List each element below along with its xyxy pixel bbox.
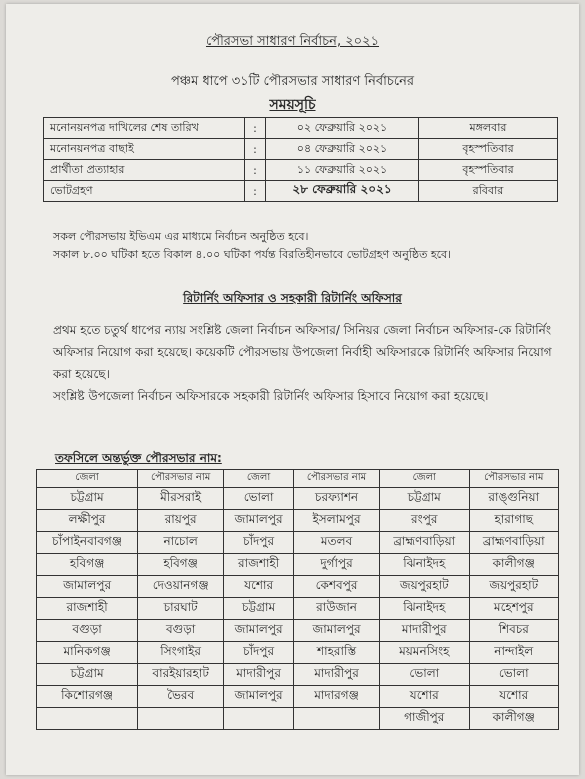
schedule-day: মঙ্গলবার — [419, 118, 558, 139]
list-heading: তফসিলে অন্তর্ভুক্ত পৌরসভার নাম: — [55, 451, 222, 465]
district-cell: মাদারীপুর — [380, 620, 469, 642]
municipality-cell: ব্রাহ্মণবাড়িয়া — [469, 532, 559, 554]
municipality-cell: নান্দাইল — [469, 642, 559, 664]
municipality-cell: নাচোল — [138, 532, 224, 554]
municipality-cell: কালীগঞ্জ — [469, 708, 559, 730]
column-header-municipality: পৌরসভার নাম — [138, 470, 224, 488]
officer-heading: রিটার্নিং অফিসার ও সহকারী রিটার্নিং অফিসার — [183, 291, 402, 305]
municipality-cell: হারাগাছ — [469, 510, 559, 532]
municipality-table-body — [37, 488, 559, 730]
column-header-municipality: পৌরসভার নাম — [294, 470, 380, 488]
district-cell: ময়মনসিংহ — [380, 642, 469, 664]
district-cell: চাঁদপুর — [224, 642, 294, 664]
schedule-row — [44, 181, 558, 202]
schedule-date: ২৮ ফেব্রুয়ারি ২০২১ — [266, 181, 419, 202]
district-cell: জামালপুর — [224, 620, 294, 642]
document-subtitle: পঞ্চম ধাপে ৩১টি পৌরসভার সাধারণ নির্বাচনের — [170, 74, 415, 89]
municipality-cell: মতলব — [294, 532, 380, 554]
table-row — [37, 664, 559, 686]
municipality-cell: শিবচর — [469, 620, 559, 642]
district-cell: ভোলা — [380, 664, 469, 686]
municipality-cell: বারইয়ারহাট — [138, 664, 224, 686]
district-cell: হবিগঞ্জ — [37, 554, 138, 576]
column-header-district: জেলা — [224, 470, 294, 488]
officer-paragraphs — [53, 319, 553, 407]
table-row — [37, 686, 559, 708]
note-voting-hours: সকাল ৮.০০ ঘটিকা হতে বিকাল ৪.০০ ঘটিকা পর্যন্ত বিরতিহীনভাবে ভোটগ্রহণ অনুষ্ঠিত হবে। — [53, 248, 452, 261]
district-cell: চাঁদপুর — [224, 532, 294, 554]
schedule-date: ০৪ ফেব্রুয়ারি ২০২১ — [266, 139, 419, 160]
district-cell: চট্টগ্রাম — [37, 488, 138, 510]
municipality-cell: সিংগাইর — [138, 642, 224, 664]
district-cell: রাজশাহী — [224, 554, 294, 576]
schedule-date: ১১ ফেব্রুয়ারি ২০২১ — [266, 160, 419, 181]
municipality-cell: বগুড়া — [138, 620, 224, 642]
municipality-cell: মাদারীপুর — [294, 664, 380, 686]
district-cell: মাদারীপুর — [224, 664, 294, 686]
district-cell: জয়পুরহাট — [380, 576, 469, 598]
schedule-heading: সময়সূচি — [269, 97, 316, 113]
schedule-day: রবিবার — [419, 181, 558, 202]
schedule-date: ০২ ফেব্রুয়ারি ২০২১ — [266, 118, 419, 139]
paragraph-returning-officer: প্রথম হতে চতুর্থ ধাপের ন্যায় সংশ্লিষ্ট জেলা নির্বাচন অফিসার/ সিনিয়র জেলা নির্বাচন অফিসার-কে রিটার্নিং অফিসার নিয়োগ করা হয়েছে। কয়েকটি পৌরসভায় উপজেলা নির্বাহী অফিসারকে রিটার্নিং অফিসার নিয়োগ করা হয়েছে। — [53, 323, 552, 381]
district-cell: জামালপুর — [224, 510, 294, 532]
municipality-cell: মাদারগঞ্জ — [294, 686, 380, 708]
schedule-event: ভোটগ্রহণ — [44, 181, 245, 202]
district-cell: জামালপুর — [37, 576, 138, 598]
schedule-separator: : — [245, 160, 266, 181]
municipality-cell: চারঘাট — [138, 598, 224, 620]
municipality-cell: ইসলামপুর — [294, 510, 380, 532]
district-cell: মানিকগঞ্জ — [37, 642, 138, 664]
district-cell: ঝিনাইদহ — [380, 554, 469, 576]
schedule-separator: : — [245, 139, 266, 160]
schedule-row — [44, 139, 558, 160]
municipality-cell: চরফ্যাশন — [294, 488, 380, 510]
table-row — [37, 554, 559, 576]
district-cell: যশোর — [224, 576, 294, 598]
district-cell: ভোলা — [224, 488, 294, 510]
municipality-cell — [294, 708, 380, 730]
municipality-cell: মীরসরাই — [138, 488, 224, 510]
document-page — [6, 4, 579, 775]
table-header-row — [37, 470, 559, 488]
district-cell: লক্ষীপুর — [37, 510, 138, 532]
schedule-separator: : — [245, 181, 266, 202]
district-cell: গাজীপুর — [380, 708, 469, 730]
municipality-cell: ভোলা — [469, 664, 559, 686]
table-row — [37, 532, 559, 554]
district-cell: চাঁপাইনবাবগঞ্জ — [37, 532, 138, 554]
column-header-district: জেলা — [37, 470, 138, 488]
column-header-district: জেলা — [380, 470, 469, 488]
municipality-cell: দেওয়ানগঞ্জ — [138, 576, 224, 598]
district-cell: রাজশাহী — [37, 598, 138, 620]
municipality-cell: রাউজান — [294, 598, 380, 620]
district-cell: কিশোরগঞ্জ — [37, 686, 138, 708]
notes-block — [53, 228, 451, 264]
district-cell: চট্টগ্রাম — [224, 598, 294, 620]
district-cell: ব্রাহ্মণবাড়িয়া — [380, 532, 469, 554]
schedule-day: বৃহস্পতিবার — [419, 139, 558, 160]
municipality-table — [36, 469, 559, 730]
document-title: পৌরসভা সাধারণ নির্বাচন, ২০২১ — [205, 34, 380, 49]
municipality-cell: কেশবপুর — [294, 576, 380, 598]
district-cell — [37, 708, 138, 730]
district-cell: রংপুর — [380, 510, 469, 532]
paragraph-assistant-officer: সংশ্লিষ্ট উপজেলা নির্বাচন অফিসারকে সহকারী রিটার্নিং অফিসার হিসাবে নিয়োগ করা হয়েছে। — [53, 389, 489, 403]
schedule-event: মনোনয়নপত্র বাছাই — [44, 139, 245, 160]
district-cell: ঝিনাইদহ — [380, 598, 469, 620]
table-row — [37, 510, 559, 532]
column-header-municipality: পৌরসভার নাম — [469, 470, 559, 488]
district-cell: বগুড়া — [37, 620, 138, 642]
schedule-row — [44, 118, 558, 139]
table-row — [37, 488, 559, 510]
note-evm: সকল পৌরসভায় ইভিএম এর মাধ্যমে নির্বাচন অনুষ্ঠিত হবে। — [53, 230, 309, 243]
district-cell: জামালপুর — [224, 686, 294, 708]
district-cell: চট্টগ্রাম — [380, 488, 469, 510]
municipality-cell: রাঙ্গুনিয়া — [469, 488, 559, 510]
municipality-cell: হবিগঞ্জ — [138, 554, 224, 576]
schedule-event: প্রার্থীতা প্রত্যাহার — [44, 160, 245, 181]
district-cell — [224, 708, 294, 730]
table-row — [37, 598, 559, 620]
table-row — [37, 642, 559, 664]
district-cell: চট্টগ্রাম — [37, 664, 138, 686]
municipality-cell: রায়পুর — [138, 510, 224, 532]
schedule-row — [44, 160, 558, 181]
municipality-cell: কালীগঞ্জ — [469, 554, 559, 576]
schedule-table — [43, 117, 558, 202]
municipality-cell: শাহরাস্তি — [294, 642, 380, 664]
schedule-event: মনোনয়নপত্র দাখিলের শেষ তারিখ — [44, 118, 245, 139]
municipality-cell: জামালপুর — [294, 620, 380, 642]
schedule-separator: : — [245, 118, 266, 139]
table-row — [37, 576, 559, 598]
schedule-day: বৃহস্পতিবার — [419, 160, 558, 181]
municipality-cell: মহেশপুর — [469, 598, 559, 620]
district-cell: যশোর — [380, 686, 469, 708]
municipality-cell — [138, 708, 224, 730]
municipality-cell: দুর্গাপুর — [294, 554, 380, 576]
table-row — [37, 708, 559, 730]
municipality-cell: ভৈরব — [138, 686, 224, 708]
table-row — [37, 620, 559, 642]
municipality-cell: জয়পুরহাট — [469, 576, 559, 598]
municipality-cell: যশোর — [469, 686, 559, 708]
